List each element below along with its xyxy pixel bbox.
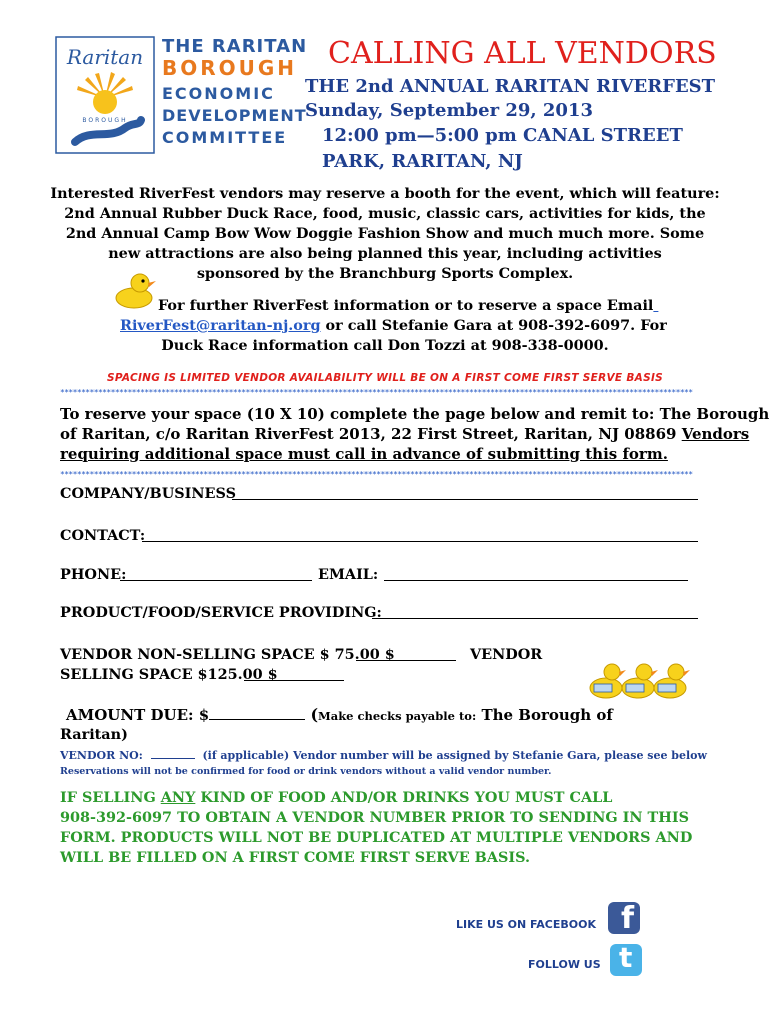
facebook-icon[interactable] bbox=[608, 902, 640, 934]
checks-open-paren: ( bbox=[310, 705, 319, 724]
checks-payee: The Borough of bbox=[481, 706, 613, 724]
reserve-line-2-text: of Raritan, c/o Raritan RiverFest 2013, 22 First Street, Raritan, NJ 08869 bbox=[60, 425, 682, 443]
email-link[interactable]: RiverFest@raritan-nj.org bbox=[120, 317, 321, 334]
facebook-glyph: f bbox=[620, 901, 634, 936]
email-label: EMAIL: bbox=[318, 566, 379, 583]
reserve-line-3: requiring additional space must call in advance of submitting this form. bbox=[60, 445, 668, 463]
info-line-2 bbox=[120, 316, 667, 336]
intro-line-1: Interested RiverFest vendors may reserve a booth for the event, which will feature: bbox=[50, 185, 720, 202]
food-notice-line-1 bbox=[60, 788, 612, 808]
raritan-logo bbox=[55, 36, 155, 154]
twitter-icon[interactable] bbox=[610, 941, 642, 976]
non-selling-input-line[interactable] bbox=[356, 660, 456, 661]
food-notice-line-2: 908-392-6097 TO OBTAIN A VENDOR NUMBER PRIOR TO SENDING IN THIS bbox=[60, 809, 689, 826]
spacing-note: SPACING IS LIMITED VENDOR AVAILABILITY WILL BE ON A FIRST COME FIRST SERVE BASIS bbox=[106, 372, 664, 384]
vendor-no-input-line[interactable] bbox=[151, 749, 195, 759]
facebook-label[interactable]: LIKE US ON FACEBOOK bbox=[456, 918, 597, 931]
twitter-label[interactable]: FOLLOW US bbox=[528, 958, 601, 971]
reserve-vendors-word: Vendors bbox=[681, 425, 750, 443]
info-line-1-text: For further RiverFest information or to reserve a space Email bbox=[158, 297, 654, 314]
reserve-line-2 bbox=[60, 424, 749, 444]
reserve-line-1: To reserve your space (10 X 10) complete the page below and remit to: The Borough bbox=[60, 405, 770, 423]
org-line-2: BOROUGH bbox=[162, 56, 298, 80]
phone-input-line[interactable] bbox=[120, 580, 312, 581]
org-line-3: ECONOMIC bbox=[162, 84, 275, 103]
event-place: PARK, RARITAN, NJ bbox=[322, 151, 523, 172]
selling-label: SELLING SPACE $125.00 $ bbox=[60, 666, 278, 683]
info-line-2-text: or call Stefanie Gara at 908-392-6097. For bbox=[320, 317, 667, 334]
checks-note: Make checks payable to: bbox=[318, 709, 477, 723]
vendor-no-label: VENDOR NO: bbox=[60, 749, 143, 762]
separator-stars: ****************************************************************************************************************************************************** bbox=[60, 470, 693, 479]
page-title: CALLING ALL VENDORS bbox=[328, 36, 717, 71]
company-label: COMPANY/BUSINESS bbox=[60, 485, 236, 502]
food-notice-post: KIND OF FOOD AND/OR DRINKS YOU MUST CALL bbox=[195, 789, 613, 806]
intro-line-2: 2nd Annual Rubber Duck Race, food, music, classic cars, activities for kids, the bbox=[64, 205, 706, 222]
amount-due-text: AMOUNT DUE: $ bbox=[66, 706, 210, 724]
vendor-no-note: (if applicable) Vendor number will be assigned by Stefanie Gara, please see below bbox=[202, 749, 707, 762]
separator-stars: ****************************************************************************************************************************************************** bbox=[60, 388, 693, 397]
info-line-1 bbox=[158, 296, 658, 316]
amount-due-label bbox=[66, 705, 613, 724]
raritan-close: Raritan) bbox=[60, 726, 128, 743]
amount-due-input-line[interactable] bbox=[209, 707, 305, 720]
intro-line-3: 2nd Annual Camp Bow Wow Doggie Fashion Show and much much more. Some bbox=[65, 225, 705, 242]
org-line-5: COMMITTEE bbox=[162, 128, 288, 147]
email-input-line[interactable] bbox=[384, 580, 688, 581]
event-date: Sunday, September 29, 2013 bbox=[305, 100, 594, 121]
product-input-line[interactable] bbox=[372, 618, 698, 619]
vendor-label: VENDOR bbox=[470, 646, 543, 663]
food-notice-line-3: FORM. PRODUCTS WILL NOT BE DUPLICATED AT MULTIPLE VENDORS AND bbox=[60, 829, 693, 846]
contact-input-line[interactable] bbox=[142, 541, 698, 542]
logo-small-text: BOROUGH bbox=[82, 117, 128, 124]
rubber-duck-icon bbox=[112, 270, 156, 310]
contact-label: CONTACT: bbox=[60, 527, 146, 544]
event-time: 12:00 pm—5:00 pm CANAL STREET bbox=[322, 125, 683, 146]
vendor-no-line bbox=[60, 749, 707, 762]
three-ducks-icon bbox=[588, 654, 692, 704]
org-line-4: DEVELOPMENT bbox=[162, 106, 307, 125]
event-name: THE 2nd ANNUAL RARITAN RIVERFEST bbox=[305, 76, 716, 97]
intro-line-4: new attractions are also being planned this year, including activities bbox=[108, 245, 662, 262]
reservations-note: Reservations will not be confirmed for food or drink vendors without a valid vendor number. bbox=[60, 766, 552, 777]
company-input-line[interactable] bbox=[232, 499, 698, 500]
org-line-1: THE RARITAN bbox=[162, 36, 308, 57]
food-notice-any: ANY bbox=[160, 789, 196, 806]
food-notice-line-4: WILL BE FILLED ON A FIRST COME FIRST SERVE BASIS. bbox=[60, 849, 531, 866]
intro-line-5: sponsored by the Branchburg Sports Complex. bbox=[196, 265, 574, 282]
info-line-3: Duck Race information call Don Tozzi at 908-338-0000. bbox=[161, 337, 609, 354]
food-notice-pre: IF SELLING bbox=[60, 789, 161, 806]
selling-input-line[interactable] bbox=[244, 680, 344, 681]
logo-script-text: Raritan bbox=[66, 45, 144, 69]
product-label: PRODUCT/FOOD/SERVICE PROVIDING: bbox=[60, 604, 382, 621]
phone-label: PHONE: bbox=[60, 566, 127, 583]
twitter-glyph: t bbox=[619, 941, 633, 974]
non-selling-label: VENDOR NON-SELLING SPACE $ 75.00 $ bbox=[60, 646, 395, 663]
